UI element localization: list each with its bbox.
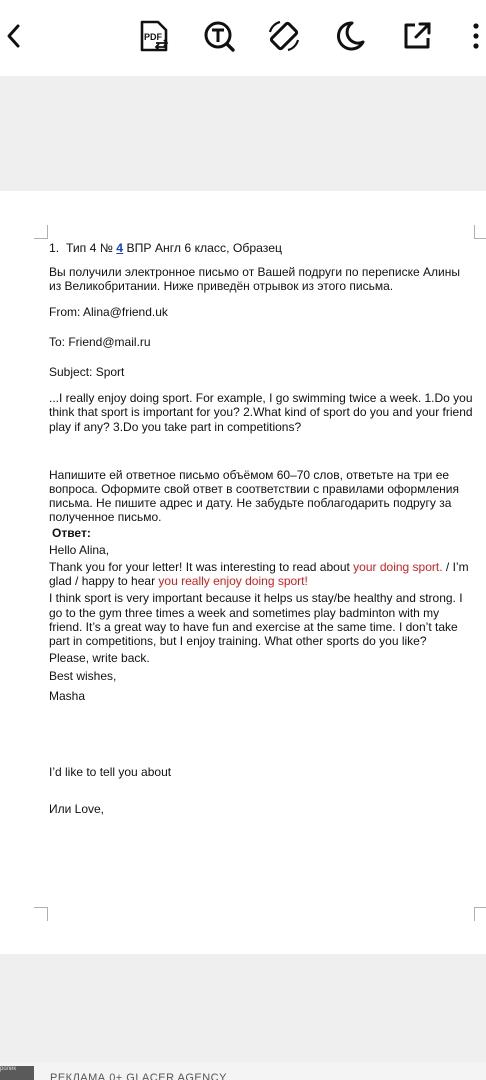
viewer-toolbar xyxy=(0,0,486,76)
document-page[interactable] xyxy=(0,191,486,954)
pdf-convert-icon[interactable] xyxy=(136,18,172,54)
answer-signature: Masha xyxy=(49,688,86,703)
open-external-icon[interactable] xyxy=(399,18,435,54)
email-excerpt: ...I really enjoy doing sport. For example, I go swimming twice a week. 1.Do you think that sport is important for you? 2.What kind of sport do you and your friend play if any? 3.Do you take part in competitions? xyxy=(49,391,473,434)
back-arrow-icon[interactable] xyxy=(0,18,36,54)
viewer-background-bottom xyxy=(0,954,486,1054)
viewer-background-top xyxy=(0,76,486,191)
question-number: 1. xyxy=(49,241,60,255)
extra-phrase-2: Или Love, xyxy=(49,802,105,817)
question-type: Тип 4 № xyxy=(65,241,113,255)
question-title xyxy=(49,241,473,255)
page-corner-mark xyxy=(474,907,486,921)
task-intro: Вы получили электронное письмо от Вашей подруги по переписке Алины из Великобритании. Ниже приведён отрывок из этого письма. xyxy=(49,265,460,294)
answer-body: I think sport is very important because it helps us stay/be healthy and strong. I go to the gym three times a week and sometimes play badminton with my friend. It’s a great way to have fun and exercise at the same time. I don’t take part in competitions, but I enjoy training. What other sports do you like? xyxy=(49,591,463,649)
thanks-text-2: / I’m glad / happy to hear xyxy=(49,560,469,589)
page-corner-mark xyxy=(34,225,48,239)
extra-phrase-1: I’d like to tell you about xyxy=(49,764,172,779)
ad-banner[interactable] xyxy=(0,1062,486,1080)
answer-write-back: Please, write back. xyxy=(49,651,150,666)
answer-greeting: Hello Alina, xyxy=(49,542,110,557)
rotate-screen-icon[interactable] xyxy=(266,18,302,54)
email-subject: Subject: Sport xyxy=(49,365,125,380)
email-from: From: Alina@friend.uk xyxy=(49,304,168,319)
question-source: ВПР Англ 6 класс, Образец xyxy=(126,241,282,255)
thanks-text: Thank you for your letter! It was interesting to read about xyxy=(49,560,350,575)
more-vertical-icon[interactable] xyxy=(458,18,486,54)
page-corner-mark xyxy=(474,225,486,239)
task-instructions: Напишите ей ответное письмо объёмом 60–70 слов, ответьте на три ее вопроса. Оформите свой ответ в соответствии с правилами оформления письма. Не пишите адрес и дату. Не забудьте поблагодарить подругу за полученное письмо. xyxy=(49,467,459,525)
thanks-highlight-2: you really enjoy doing sport! xyxy=(158,574,308,589)
document-content xyxy=(49,241,473,816)
ad-label: РЕКЛАМА 0+ GLACER AGENCY xyxy=(50,1072,227,1080)
email-to: To: Friend@mail.ru xyxy=(49,334,151,349)
pdf-icon-label: PDF xyxy=(144,32,162,42)
question-link[interactable]: 4 xyxy=(116,241,124,255)
answer-label: Ответ: xyxy=(52,525,91,540)
answer-thanks xyxy=(49,560,473,588)
text-search-icon[interactable] xyxy=(201,18,237,54)
ad-thumbnail[interactable] xyxy=(0,1066,34,1080)
ad-thumb-text: ролик xyxy=(0,1066,17,1072)
answer-closing: Best wishes, xyxy=(49,669,117,684)
thanks-highlight-1: your doing sport. xyxy=(353,560,443,575)
page-corner-mark xyxy=(34,907,48,921)
moon-icon[interactable] xyxy=(332,18,368,54)
